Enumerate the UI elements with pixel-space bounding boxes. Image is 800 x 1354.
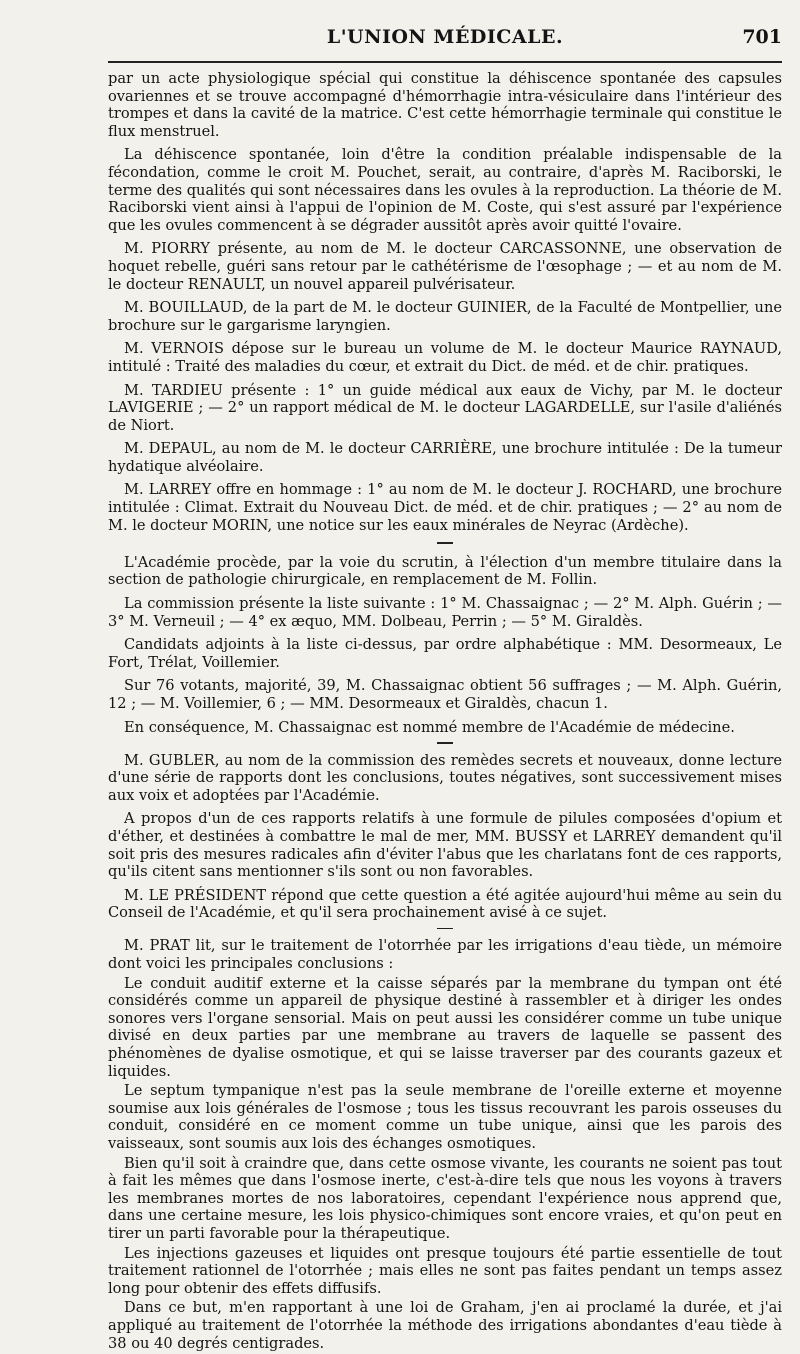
paragraph: La commission présente la liste suivante : 1° M. Chassaignac ; — 2° M. Alph. Guérin ; — 3° M. Verneuil ; — 4° ex æquo, MM. Dolbeau, Perrin ; — 5° M. Giraldès. [108,594,782,630]
paragraph: L'Académie procède, par la voie du scrutin, à l'élection d'un membre titulaire dans la section de pathologie chirurgicale, en remplacement de M. Follin. [108,553,782,589]
paragraph: M. BOUILLAUD, de la part de M. le docteur GUINIER, de la Faculté de Montpellier, une brochure sur le gargarisme laryngien. [108,299,782,334]
page-number: 701 [742,26,782,48]
section-separator [437,928,453,930]
section-separator [437,542,453,544]
paragraph: Le conduit auditif externe et la caisse séparés par la membrane du tympan ont été considérés comme un appareil de physique destiné à rassembler et à diriger les ondes sonores vers l'organe sensorial. Mais on peut aussi les considérer comme un tube unique divisé en deux parties par une membrane au travers de laquelle se passent des phénomènes de dyalise osmotique, et qui se laisse traverser par des courants gazeux et liquides. [108,974,782,1080]
paragraph: M. LE PRÉSIDENT répond que cette question a été agitée aujourd'hui même au sein du Conseil de l'Académie, et qu'il sera prochainement avisé à ce sujet. [108,886,782,922]
paragraph: Dans ce but, m'en rapportant à une loi de Graham, j'en ai proclamé la durée, et j'ai appliqué au traitement de l'otorrhée la méthode des irrigations abondantes d'eau tiède à 38 ou 40 degrés centigrades. [108,1299,782,1352]
paragraph: M. PRAT lit, sur le traitement de l'otorrhée par les irrigations d'eau tiède, un mémoire dont voici les principales conclusions : [108,937,782,973]
paragraph: La déhiscence spontanée, loin d'être la condition préalable indispensable de la fécondation, comme le croit M. Pouchet, serait, au contraire, d'après M. Raciborski, le terme des qualités qui sont nécessaires dans les ovules à la reproduction. La théorie de M. Raciborski vient ainsi à l'appui de l'opinion de M. Coste, qui s'est assuré par l'expérience que les ovules commencent à se dégrader aussitôt après avoir quitté l'ovaire. [108,146,782,234]
paragraph: M. GUBLER, au nom de la commission des remèdes secrets et nouveaux, donne lecture d'une série de rapports dont les conclusions, toutes négatives, sont successivement mises aux voix et adoptées par l'Académie. [108,751,782,804]
paragraph: M. PIORRY présente, au nom de M. le docteur CARCASSONNE, une observation de hoquet rebelle, guéri sans retour par le cathétérisme de l'œsophage ; — et au nom de M. le docteur RENAULT, un nouvel appareil pulvérisateur. [108,240,782,293]
paragraph: par un acte physiologique spécial qui constitue la déhiscence spontanée des capsules ovariennes et se trouve accompagné d'hémorrhagie intra-vésiculaire dans l'intérieur des trompes et dans la cavité de la matrice. C'est cette hémorrhagie terminale qui constitue le flux menstruel. [108,70,782,140]
section-separator [437,742,453,744]
paragraph: M. TARDIEU présente : 1° un guide médical aux eaux de Vichy, par M. le docteur LAVIGERIE ; — 2° un rapport médical de M. le docteur LAGARDELLE, sur l'asile d'aliénés de Niort. [108,381,782,434]
text-body [108,70,782,1354]
journal-title: L'UNION MÉDICALE. [326,26,564,48]
paragraph: M. LARREY offre en hommage : 1° au nom de M. le docteur J. ROCHARD, une brochure intitulée : Climat. Extrait du Nouveau Dict. de méd. et de chir. pratiques ; — 2° au nom de M. le docteur MORIN, une notice sur les eaux minérales de Neyrac (Ardèche). [108,481,782,534]
paragraph: M. VERNOIS dépose sur le bureau un volume de M. le docteur Maurice RAYNAUD, intitulé : Traité des maladies du cœur, et extrait du Dict. de méd. et de chir. pratiques. [108,340,782,375]
page-header [108,26,782,56]
paragraph: En conséquence, M. Chassaignac est nommé membre de l'Académie de médecine. [124,718,735,736]
paragraph: Candidats adjoints à la liste ci-dessus, par ordre alphabétique : MM. Desormeaux, Le Fort, Trélat, Voillemier. [108,636,782,671]
paragraph: Les injections gazeuses et liquides ont presque toujours été partie essentielle de tout traitement rationnel de l'otorrhée ; mais elles ne sont pas faites pendant un temps assez long pour obtenir des effets diffusifs. [108,1244,782,1297]
paragraph: A propos d'un de ces rapports relatifs à une formule de pilules composées d'opium et d'éther, et destinées à combattre le mal de mer, MM. BUSSY et LARREY demandent qu'il soit pris des mesures radicales afin d'éviter l'abus que les charlatans font de ces rapports, qu'ils citent sans mentionner s'ils sont ou non favorables. [108,810,782,881]
paragraph: M. DEPAUL, au nom de M. le docteur CARRIÈRE, une brochure intitulée : De la tumeur hydatique alvéolaire. [108,440,782,475]
paragraph: Le septum tympanique n'est pas la seule membrane de l'oreille externe et moyenne soumise aux lois générales de l'osmose ; tous les tissus recouvrant les parois osseuses du conduit, considéré en ce moment comme un tube unique, ainsi que les parois des vaisseaux, sont soumis aux lois des échanges osmotiques. [108,1082,782,1152]
header-rule [108,61,782,63]
paragraph: Bien qu'il soit à craindre que, dans cette osmose vivante, les courants ne soient pas tout à fait les mêmes que dans l'osmose inerte, c'est-à-dire tels que nous les voyons à travers les membranes mortes de nos laboratoires, cependant l'expérience nous apprend que, dans une certaine mesure, les lois physico-chimiques sont encore vraies, et qu'on peut en tirer un parti favorable pour la thérapeutique. [108,1154,782,1242]
paragraph: Sur 76 votants, majorité, 39, M. Chassaignac obtient 56 suffrages ; — M. Alph. Guérin, 12 ; — M. Voillemier, 6 ; — MM. Desormeaux et Giraldès, chacun 1. [108,677,782,712]
